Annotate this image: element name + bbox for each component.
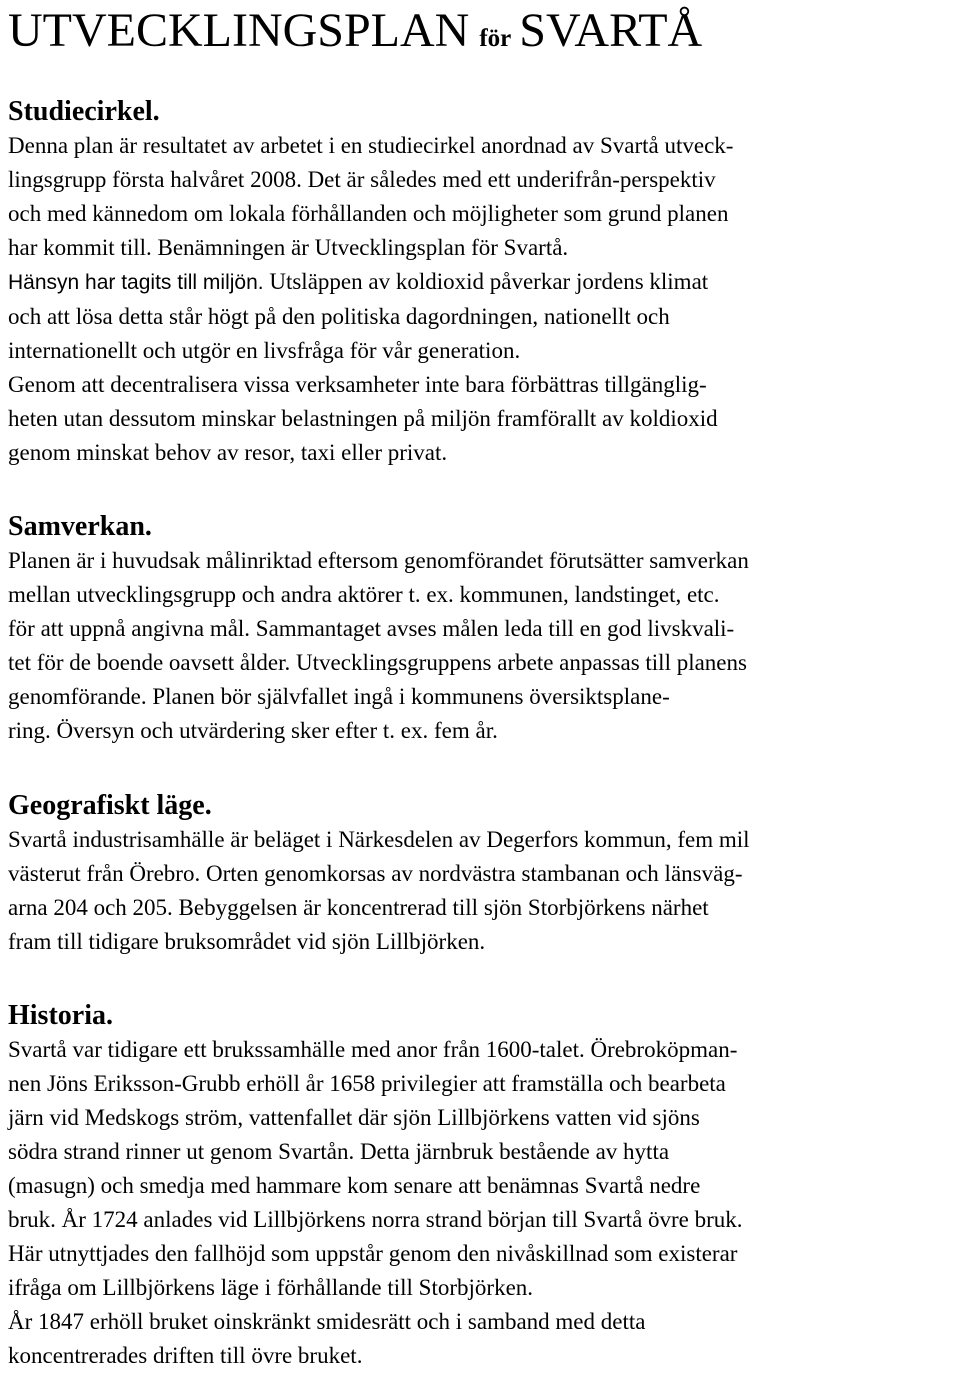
paragraph-line: västerut från Örebro. Orten genomkorsas av nordvästra stambanan och länsväg- [8, 861, 743, 886]
title-place: SVARTÅ [519, 4, 703, 57]
paragraph-line: Svartå industrisamhälle är beläget i Närkesdelen av Degerfors kommun, fem mil [8, 827, 750, 852]
section-geografiskt-lage [8, 789, 956, 959]
section-heading: Historia. [8, 1000, 113, 1031]
paragraph-run: Utsläppen av koldioxid påverkar jordens klimat [263, 269, 709, 294]
paragraph-run: Hänsyn har tagits till miljön. [8, 271, 264, 294]
title-main: UTVECKLINGSPLAN [8, 4, 470, 57]
paragraph-line: och att lösa detta står högt på den politiska dagordningen, nationellt och [8, 304, 670, 329]
paragraph-line: lingsgrupp första halvåret 2008. Det är således med ett underifrån-perspektiv [8, 167, 716, 192]
section-heading: Studiecirkel. [8, 96, 160, 127]
paragraph-line: koncentrerades driften till övre bruket. [8, 1343, 363, 1368]
paragraph-line: Svartå var tidigare ett brukssamhälle med anor från 1600-talet. Örebroköpman- [8, 1037, 738, 1062]
paragraph-line [8, 265, 956, 300]
section-studiecirkel [8, 95, 956, 470]
paragraph-line: nen Jöns Eriksson-Grubb erhöll år 1658 privilegier att framställa och bearbeta [8, 1071, 726, 1096]
paragraph-line: genom minskat behov av resor, taxi eller privat. [8, 440, 448, 465]
section-heading: Geografiskt läge. [8, 790, 212, 821]
paragraph-line: Denna plan är resultatet av arbetet i en studiecirkel anordnad av Svartå utveck- [8, 133, 734, 158]
section-historia [8, 999, 956, 1373]
paragraph-line: ring. Översyn och utvärdering sker efter t. ex. fem år. [8, 718, 498, 743]
paragraph-line: Här utnyttjades den fallhöjd som uppstår genom den nivåskillnad som existerar [8, 1241, 738, 1266]
paragraph-line: fram till tidigare bruksområdet vid sjön Lillbjörken. [8, 929, 486, 954]
page-title [8, 2, 702, 68]
paragraph-line: ifråga om Lillbjörkens läge i förhållande till Storbjörken. [8, 1275, 534, 1300]
paragraph-line: och med kännedom om lokala förhållanden och möjligheter som grund planen [8, 201, 729, 226]
paragraph-line: internationellt och utgör en livsfråga för vår generation. [8, 338, 521, 363]
section-samverkan [8, 510, 956, 748]
paragraph-line: arna 204 och 205. Bebyggelsen är koncentrerad till sjön Storbjörkens närhet [8, 895, 709, 920]
paragraph-line: (masugn) och smedja med hammare kom senare att benämnas Svartå nedre [8, 1173, 701, 1198]
paragraph-line: södra strand rinner ut genom Svartån. Detta järnbruk bestående av hytta [8, 1139, 670, 1164]
paragraph-line: Planen är i huvudsak målinriktad eftersom genomförandet förutsätter samverkan [8, 548, 749, 573]
paragraph-line: Genom att decentralisera vissa verksamheter inte bara förbättras tillgänglig- [8, 372, 707, 397]
section-heading: Samverkan. [8, 511, 152, 542]
paragraph-line: tet för de boende oavsett ålder. Utvecklingsgruppens arbete anpassas till planens [8, 650, 747, 675]
paragraph-line: genomförande. Planen bör självfallet ingå i kommunens översiktsplane- [8, 684, 670, 709]
paragraph-line: heten utan dessutom minskar belastningen på miljön framförallt av koldioxid [8, 406, 718, 431]
paragraph-line: mellan utvecklingsgrupp och andra aktörer t. ex. kommunen, landstinget, etc. [8, 582, 720, 607]
paragraph-line: järn vid Medskogs ström, vattenfallet där sjön Lillbjörkens vatten vid sjöns [8, 1105, 700, 1130]
title-connector: för [479, 25, 512, 52]
paragraph-line: År 1847 erhöll bruket oinskränkt smidesrätt och i samband med detta [8, 1309, 646, 1334]
paragraph-line: har kommit till. Benämningen är Utvecklingsplan för Svartå. [8, 235, 569, 260]
paragraph-line: för att uppnå angivna mål. Sammantaget avses målen leda till en god livskvali- [8, 616, 735, 641]
paragraph-line: bruk. År 1724 anlades vid Lillbjörkens norra strand början till Svartå övre bruk. [8, 1207, 743, 1232]
